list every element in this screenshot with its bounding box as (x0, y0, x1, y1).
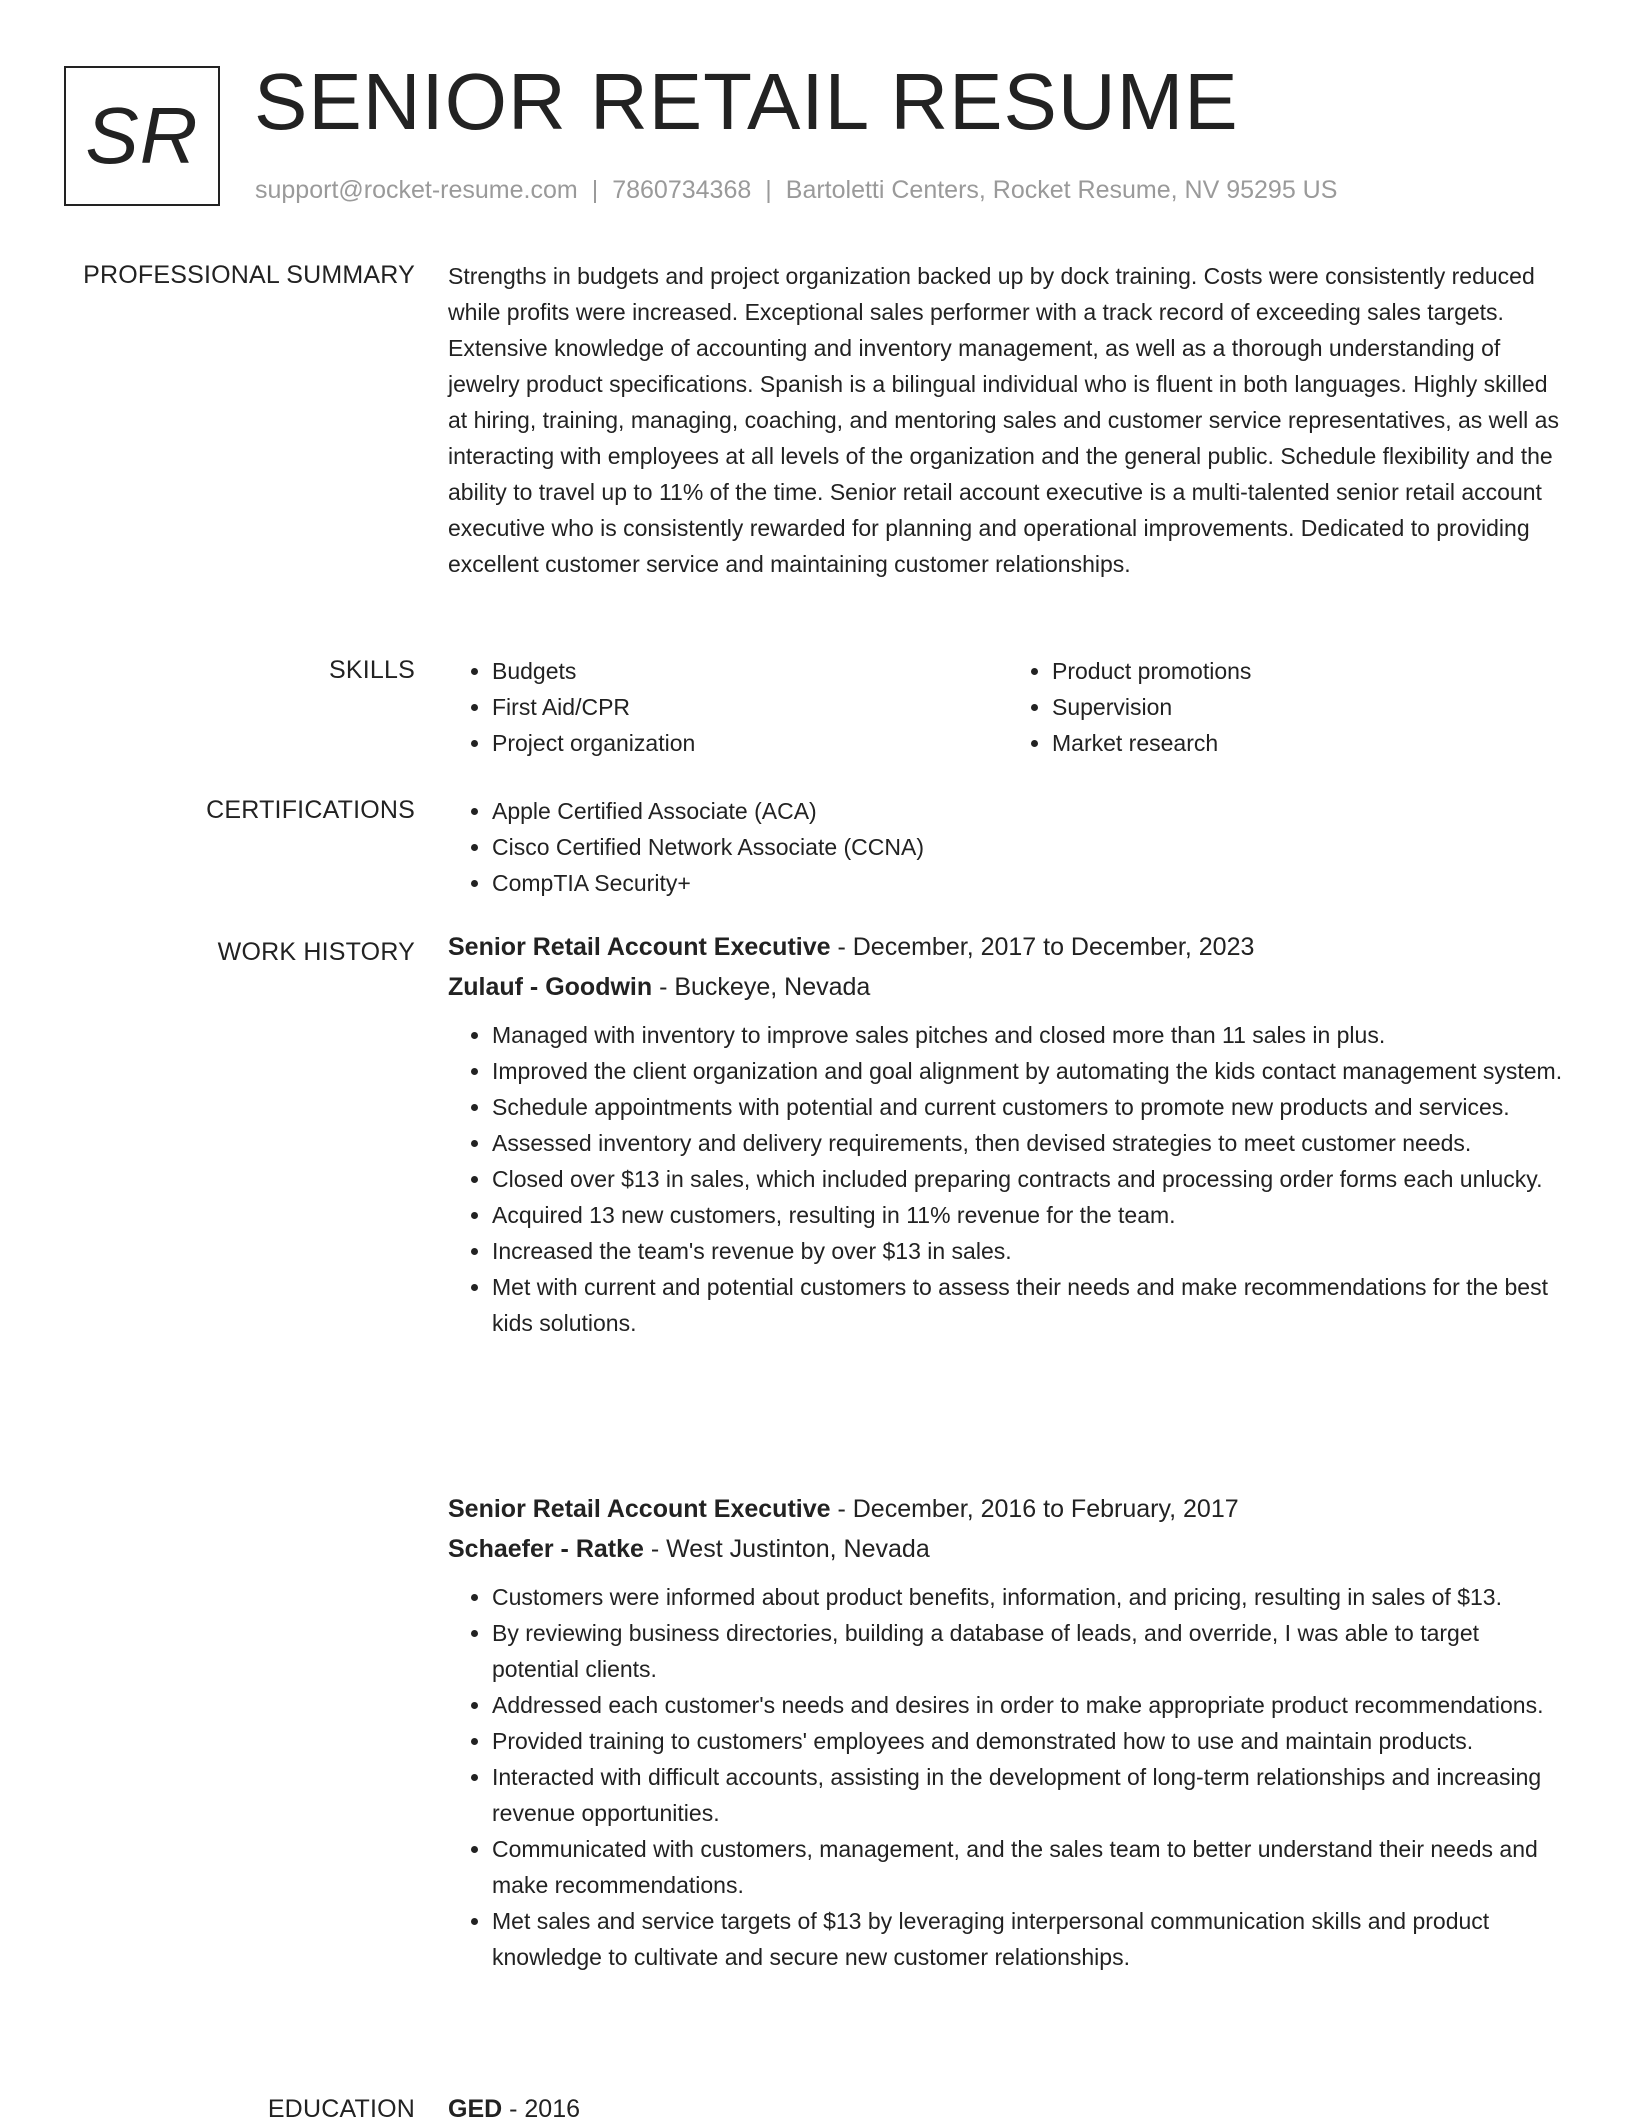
job-bullet: • Closed over $13 in sales, which included preparing contracts and processing order forms each unlucky. (492, 1161, 1568, 1197)
job-title-line (448, 1489, 1568, 1529)
education-heading: EDUCATION (267, 2095, 415, 2123)
education-year: - 2016 (502, 2095, 581, 2123)
skills-list-left (448, 653, 1008, 761)
contact-separator: | (765, 176, 772, 204)
skill-item: • Project organization (492, 725, 1008, 761)
certification-item: • Apple Certified Associate (ACA) (492, 793, 1568, 829)
certification-item: • Cisco Certified Network Associate (CCNA) (492, 829, 1568, 865)
contact-email[interactable]: support@rocket-resume.com (255, 176, 578, 204)
job-location: - Buckeye, Nevada (652, 973, 871, 1001)
job-entry (448, 1489, 1568, 1975)
certifications-heading: CERTIFICATIONS (206, 796, 415, 824)
summary-text: Strengths in budgets and project organization backed up by dock training. Costs were consistently reduced while profits were increased. Exceptional sales performer with a track record of exceeding sales targets. Extensive knowledge of accounting and inventory management, as well as a thorough understanding of jewelry product specifications. Spanish is a bilingual individual who is fluent in both languages. Highly skilled at hiring, training, managing, coaching, and mentoring sales and customer service representatives, as well as interacting with employees at all levels of the organization and the general public. Schedule flexibility and the ability to travel up to 11% of the time. Senior retail account executive is a multi-talented senior retail account executive who is consistently rewarded for planning and operational improvements. Dedicated to providing excellent customer service and maintaining customer relationships. (448, 263, 1559, 577)
job-bullet: • Communicated with customers, management, and the sales team to better understand their needs and make recommendations. (492, 1831, 1568, 1903)
education-line (448, 2092, 1568, 2126)
education-degree: GED (448, 2095, 503, 2123)
initials-text: SR (85, 91, 199, 180)
job-bullet: • Customers were informed about product benefits, information, and pricing, resulting in sales of $13. (492, 1579, 1568, 1615)
skill-item: • Product promotions (1052, 653, 1568, 689)
job-company-line (448, 967, 1568, 1007)
contact-phone[interactable]: 7860734368 (612, 176, 752, 204)
skills-list-right (1008, 653, 1568, 761)
job-bullet: • Interacted with difficult accounts, assisting in the development of long-term relationships and increasing revenue opportunities. (492, 1759, 1568, 1831)
job-location: - West Justinton, Nevada (643, 1535, 930, 1563)
job-bullets (448, 1017, 1568, 1341)
job-bullet: • Assessed inventory and delivery requirements, then devised strategies to meet customer needs. (492, 1125, 1568, 1161)
skill-item: • First Aid/CPR (492, 689, 1008, 725)
skills-heading: SKILLS (329, 656, 415, 684)
job-entry (448, 927, 1568, 1341)
certification-item: • CompTIA Security+ (492, 865, 1568, 901)
summary-heading: PROFESSIONAL SUMMARY (83, 261, 415, 289)
job-title: Senior Retail Account Executive (448, 933, 831, 961)
job-bullet: • Acquired 13 new customers, resulting in 11% revenue for the team. (492, 1197, 1568, 1233)
work-history-heading: WORK HISTORY (217, 938, 415, 966)
skill-item: • Supervision (1052, 689, 1568, 725)
skill-item: • Market research (1052, 725, 1568, 761)
job-dates: - December, 2016 to February, 2017 (830, 1495, 1239, 1523)
certifications-list (448, 793, 1568, 901)
job-bullet: • Met sales and service targets of $13 by leveraging interpersonal communication skills and product knowledge to cultivate and secure new customer relationships. (492, 1903, 1568, 1975)
contact-line (255, 174, 1337, 206)
job-bullet: • Increased the team's revenue by over $13 in sales. (492, 1233, 1568, 1269)
job-bullet: • Managed with inventory to improve sales pitches and closed more than 11 sales in plus. (492, 1017, 1568, 1053)
initials-monogram (64, 66, 220, 206)
job-company: Zulauf - Goodwin (448, 973, 653, 1001)
job-bullet: • Provided training to customers' employees and demonstrated how to use and maintain products. (492, 1723, 1568, 1759)
job-bullets (448, 1579, 1568, 1975)
job-title-line (448, 927, 1568, 967)
contact-separator: | (591, 176, 599, 204)
skill-item: • Budgets (492, 653, 1008, 689)
job-company: Schaefer - Ratke (448, 1535, 644, 1563)
contact-address: Bartoletti Centers, Rocket Resume, NV 95295 US (785, 176, 1338, 204)
job-bullet: • By reviewing business directories, building a database of leads, and override, I was able to target potential clients. (492, 1615, 1568, 1687)
job-title: Senior Retail Account Executive (448, 1495, 831, 1523)
job-company-line (448, 1529, 1568, 1569)
job-dates: - December, 2017 to December, 2023 (830, 933, 1255, 961)
job-bullet: • Schedule appointments with potential and current customers to promote new products and services. (492, 1089, 1568, 1125)
job-bullet: • Met with current and potential customers to assess their needs and make recommendations for the best kids solutions. (492, 1269, 1568, 1341)
resume-title: SENIOR RETAIL RESUME (254, 57, 1239, 146)
job-bullet: • Improved the client organization and goal alignment by automating the kids contact management system. (492, 1053, 1568, 1089)
job-bullet: • Addressed each customer's needs and desires in order to make appropriate product recommendations. (492, 1687, 1568, 1723)
